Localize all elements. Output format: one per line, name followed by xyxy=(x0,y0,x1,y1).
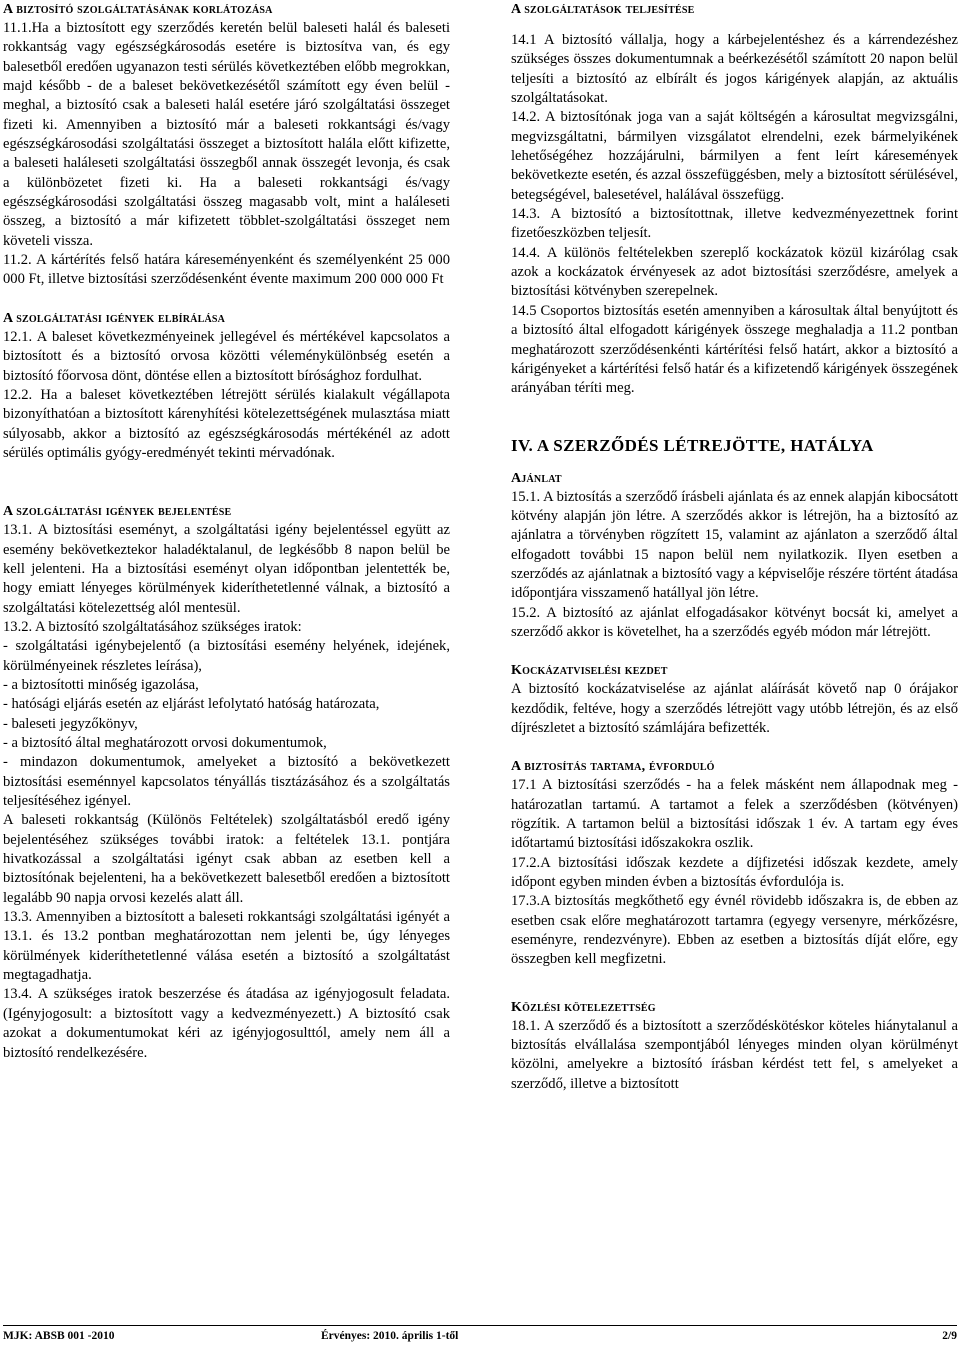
paragraph-12-1: 12.1. A baleset következményeinek jellegével és mértékével kapcsolatos a biztosított és a biztosító orvosa közötti véleménykülönbség esetén a biztosító főorvosa dönt, döntése ellen a biztosított bírósághoz fordulhat. xyxy=(3,328,450,384)
right-column xyxy=(511,0,958,1094)
list-item-document: - szolgáltatási igénybejelentő (a biztosítási esemény helyének, idejének, körülményeinek részletes leírása), xyxy=(3,638,450,674)
paragraph-13-1: 13.1. A biztosítási eseményt, a szolgáltatási igény bejelentéssel együtt az esemény bekövetkeztekor haladéktalanul, de legkésőbb 8 napon belül be kell jelenteni. Ha a biztosítási eseményt olyan időpontban jelentették be, hogy emiatt lényeges körülmények kideríthetetlenné válnak, a biztosító a szolgáltatási kötelezettség alól mentesül. xyxy=(3,522,450,616)
list-item-document: - mindazon dokumentumok, amelyeket a biztosító a bekövetkezett biztosítási eseménnyel kapcsolatos tényállás tisztázásához és a szolgáltatás teljesítéséhez igényel. xyxy=(3,754,450,810)
paragraph-13-4: 13.4. A szükséges iratok beszerzése és átadása az igényjogosult feladata. (Igényjogosult: a biztosított vagy a kedvezményezett.) A biztosító csak azokat a dokumentumokat kéri az igényjogosulttól, amely nem áll a biztosító rendelkezésére. xyxy=(3,986,450,1061)
paragraph-14-3: 14.3. A biztosító a biztosítottnak, illetve kedvezményezettnek forint fizetőeszközben teljesít. xyxy=(511,206,958,242)
list-item-document: - baleseti jegyzőkönyv, xyxy=(3,715,138,732)
paragraph-15-2: 15.2. A biztosító az ajánlat elfogadásakor kötvényt bocsát ki, amelyet a szerződő akkor is követelhet, ha a szerződés egyéb módon már létrejött. xyxy=(511,604,958,640)
paragraph-14-2: 14.2. A biztosítónak joga van a saját költségén a károsultat megvizsgálni, megvizsgáltatni, bármilyen vizsgálatot elrendelni, ezek bármelyikének lehetőségéhez hozzájárulni, bármilyen a fent leírt káresemények bekövetkezte esetén, és azzal összefüggésben, mely a biztosított sérülésével, betegségével, balesetével, halálával összefügg. xyxy=(511,109,958,203)
left-column xyxy=(3,0,450,1063)
section-heading-claim-assessment: A szolgáltatási igények elbírálása xyxy=(3,310,226,326)
paragraph-17-1: 17.1 A biztosítási szerződés - ha a felek másként nem állapodnak meg - határozatlan tartamú. A tartamot a felek a szerződésben (kötvényen) rögzítik. A tartamon belül a biztosítási időszak 1 év. A tartam egy éves időtartamú biztosítási időszakokra oszlik. xyxy=(511,777,958,852)
paragraph-15-1: 15.1. A biztosítás a szerződő írásbeli ajánlata és az ennek alapján kibocsátott kötvény alapján jön létre. A szerződés akkor is létrejön, ha a biztosító az ajánlatra a törvényben rögzített 15, valamint az ajánlaton a szerződő által elfogadott további 15 napon belül nem nyilatkozik. Ilyen esetben a szerződés az ajánlatnak a biztosító vagy a képviselője részére történt átadása időpontjára visszamenő hatállyal jön létre. xyxy=(511,488,958,602)
section-heading-claim-report: A szolgáltatási igények bejelentése xyxy=(3,504,232,520)
section-heading-offer: Ajánlat xyxy=(511,470,562,486)
section-heading-disclosure: Közlési kötelezettség xyxy=(511,999,656,1015)
paragraph-12-2: 12.2. Ha a baleset következtében létrejött sérülés kialakult végállapota bizonyíthatóan a biztosított kárenyhítési kötelezettségének mulasztása miatt súlyosabb, akkor a biztosító az egészségkárosodás mértékénél az adott sérülés optimális gyógy-eredményét tekinti mérvadónak. xyxy=(3,386,450,461)
section-heading-risk-start: Kockázatviselési kezdet xyxy=(511,663,668,679)
list-item-document: - hatósági eljárás esetén az eljárást lefolytató hatóság határozata, xyxy=(3,696,380,713)
section-heading-payment-limit: A biztosító szolgáltatásának korlátozása xyxy=(3,2,273,17)
validity-date: Érvényes: 2010. április 1-től xyxy=(321,1330,459,1342)
paragraph-14-1: 14.1 A biztosító vállalja, hogy a kárbejelentéshez és a kárrendezéshez szükséges összes dokumentumnak a beérkezésétől számított 20 napon belül teljesíti a biztosító az elbírált és jogos kárigények alapján, az aktuális szolgáltatásokat. xyxy=(511,32,958,107)
paragraph-16: A biztosító kockázatviselése az ajánlat aláírását követő nap 0 órájakor kezdődik, feltéve, hogy a szerződés létrejött vagy utóbb létrejön, és az első díjrészletet a biztosító számlájára befizették. xyxy=(511,681,958,736)
paragraph-13-3: 13.3. Amennyiben a biztosított a baleseti rokkantsági szolgáltatási igényét a 13.1. és 13.2 pontban meghatározottan nem jelenti be, úgy lényeges körülmények kideríthetetlenné válása esetén a biztosító a szolgáltatást megtagadhatja. xyxy=(3,909,450,984)
paragraph-11-1: 11.1.Ha a biztosított egy szerződés keretén belül baleseti halál és baleseti rokkantság vagy egészségkárosodás esetére is biztosítva van, és egy balesetből eredően ugyanazon testi sérülés következtében előbb megrokkan, majd később - de a baleset bekövetkezésétől számított egy éven belül - meghal, a biztosító csak a baleseti halál esetére járó szolgáltatási összeget fizeti ki. Amennyiben a biztosító már a baleseti rokkantsági és/vagy egészségkárosodási szolgáltatási összeget a biztosított halála előtt kifizette, a baleseti haláleseti szolgáltatási összegből annak összegét levonja, és csak a különbözetet fizeti ki. Ha a baleseti rokkantsági és/vagy egészségkárosodási szolgáltatási összeg magasabb volt, mint a haláleseti összeg, a biztosító a már kifizetett többlet-szolgáltatási összeget nem követeli vissza. xyxy=(3,20,450,249)
paragraph-17-2: 17.2.A biztosítási időszak kezdete a díjfizetési időszak kezdete, amely időpont egyben minden évben a biztosítás évfordulója is. xyxy=(511,854,958,891)
paragraph-11-2: 11.2. A kártérítés felső határa káreseményenként és személyenként 25 000 000 Ft, illetve biztosítási szerződésenként évente maximum 200 000 000 Ft xyxy=(3,252,450,288)
paragraph-17-3: 17.3.A biztosítás megkőthető egy évnél rövidebb időszakra is, de ebben az esetben csak előre meghatározott tartamra (egyegy versenyre, mérkőzésre, eseményre, rendezvényre). Ebben az esetben a biztosítás díját előre, egy összegben kell megfizetni. xyxy=(511,893,958,968)
list-item-document: - a biztosítotti minőség igazolása, xyxy=(3,676,199,693)
paragraph-13-2-additional: A baleseti rokkantság (Különös Feltételek) szolgáltatásból eredő igény bejelentéséhez szükséges további iratok: a feltételek 13.1. pontjára hivatkozással a szolgáltatási igényt csak abban az esetben kell a biztosítónak bejelenteni, ha a bekövetkezett balesetből eredően a biztosított legalább 90 napja orvosi kezelés alatt áll. xyxy=(3,812,450,906)
paragraph-14-4: 14.4. A különös feltételekben szereplő kockázatok közül kizárólag csak azok a kockázatok érvényesek az adot biztosítási szerződésre, amelyek a biztosítási kötvényben szerepelnek. xyxy=(511,244,958,300)
paragraph-18-1: 18.1. A szerződő és a biztosított a szerződéskötéskor köteles hiánytalanul a biztosítás elvállalása szempontjából lényeges minden olyan körülményt közölni, amelyekre a biztosító írásban kérdést tett fel, s amelyeket a szerződő, illetve a biztosított xyxy=(511,1017,958,1092)
section-heading-term: A biztosítás tartama, évforduló xyxy=(511,759,715,775)
document-code: MJK: ABSB 001 -2010 xyxy=(3,1330,115,1342)
page-number: 2/9 xyxy=(942,1330,957,1342)
list-item-document: - a biztosító által meghatározott orvosi dokumentumok, xyxy=(3,735,327,751)
page-footer xyxy=(3,1325,957,1345)
section-heading-performance: A szolgáltatások teljesítése xyxy=(511,2,695,17)
paragraph-14-5: 14.5 Csoportos biztosítás esetén amennyiben a károsultak által benyújtott és a biztosító által elfogadott kárigények összege meghaladja a 11.2 pontban meghatározott szerződésenkénti kártérítési felső határt, akkor a biztosító a kárigényeket a kártérítési felső határ és a kifizetendő kárigények összegének arányában téríti meg. xyxy=(511,302,958,397)
chapter-title: IV. A SZERZŐDÉS LÉTREJÖTTE, HATÁLYA xyxy=(511,435,874,455)
paragraph-13-2: 13.2. A biztosító szolgáltatásához szükséges iratok: xyxy=(3,618,302,635)
